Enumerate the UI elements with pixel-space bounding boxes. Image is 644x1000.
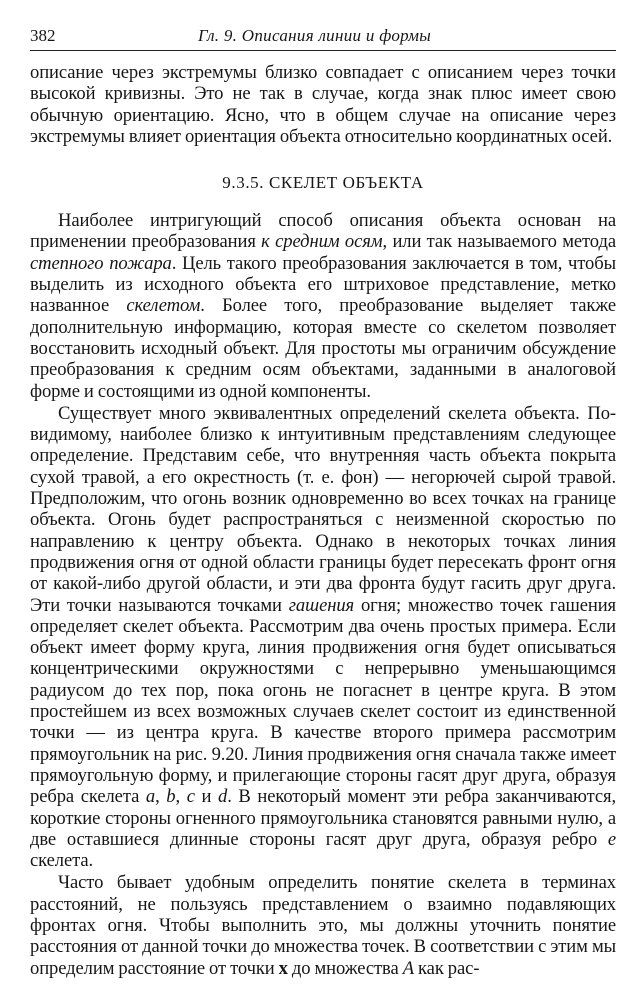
term-medial-axis: к средним осям: [261, 231, 383, 253]
edge-b: b: [166, 786, 176, 808]
paragraph-skeleton-intro: Наиболее интригующий способ описания объекта основан на применении преобразования к средним осям, или так называемого метода степного пожара. Цель такого преобразования заключается в том, чтобы выделить из исходного объекта его штриховое представление, метко названное скелетом. Более того, преобразование выделяет также дополнительную информацию, которая вместе со скелетом позволяет восстановить исходный объект. Для простоты мы ограничим обсуждение преобразования к средним осям объектами, заданными в аналоговой форме и состоящими из одной компоненты.: [30, 210, 617, 402]
point-x: x: [278, 957, 288, 979]
term-skeleton: скелетом: [126, 295, 201, 317]
term-quench: гашения: [288, 594, 355, 616]
set-A: A: [402, 957, 414, 979]
edge-c: c: [186, 786, 195, 808]
body-text: [30, 62, 616, 979]
edge-d: d: [218, 786, 228, 808]
running-title: Гл. 9. Описания линии и формы: [198, 26, 432, 45]
paragraph-distance-definition: Часто бывает удобным определить понятие скелета в терминах расстояний, не пользуясь представлением о взаимно подавляющих фронтах огня. Чтобы выполнить это, мы должны уточнить понятие расстояния от данной точки до множества точек. В соответствии с этим мы определим расстояние от точки x до множества A как рас-: [30, 872, 616, 979]
edge-a: a: [145, 786, 156, 808]
paragraph-grassfire-definition: Существует много эквивалентных определений скелета объекта. По-видимому, наиболее близко к интуитивным представлениям следующее определение. Представим себе, что внутренняя часть объекта покрыта сухой травой, а его окрестность (т. е. фон) — негорючей сырой травой. Предположим, что огонь возник одновременно во всех точках на границе объекта. Огонь будет распространяться с неизменной скоростью по направлению к центру объекта. Однако в некоторых точках линия продвижения огня от одной области границы будет пересекать фронт огня от какой-либо другой области, и эти два фронта будут гасить друг друга. Эти точки называются точками гашения огня; множество точек гашения определяет скелет объекта. Рассмотрим два очень простых примера. Если объект имеет форму круга, линия продвижения огня будет описываться концентрическими окружностями с непрерывно уменьшающимся радиусом до тех пор, пока огонь не погаснет в центре круга. В этом простейшем из всех возможных случаев скелет состоит из единственной точки — из центра круга. В качестве второго примера рассмотрим прямоугольник на рис. 9.20. Линия продвижения огня сначала также имеет прямоугольную форму, и прилегающие стороны гасят друг друга, образуя ребра скелета a, b, c и d. В некоторый момент эти ребра заканчиваются, короткие стороны огненного прямоугольника становятся равными нулю, а две оставшиеся длинные стороны гасят друг друга, образуя ребро e скелета.: [30, 402, 617, 872]
section-heading: 9.3.5. СКЕЛЕТ ОБЪЕКТА: [222, 173, 424, 193]
term-grassfire: степного пожара: [30, 252, 172, 274]
page-number: 382: [30, 26, 56, 45]
paragraph-continuation: описание через экстремумы близко совпадает с описанием через точки высокой кривизны. Это не так в случае, когда знак плюс имеет свою обычную ориентацию. Ясно, что в общем случае на описание через экстремумы влияет ориентация объекта относительно координатных осей.: [30, 62, 616, 147]
running-header: [30, 24, 616, 51]
edge-e: e: [607, 828, 616, 850]
